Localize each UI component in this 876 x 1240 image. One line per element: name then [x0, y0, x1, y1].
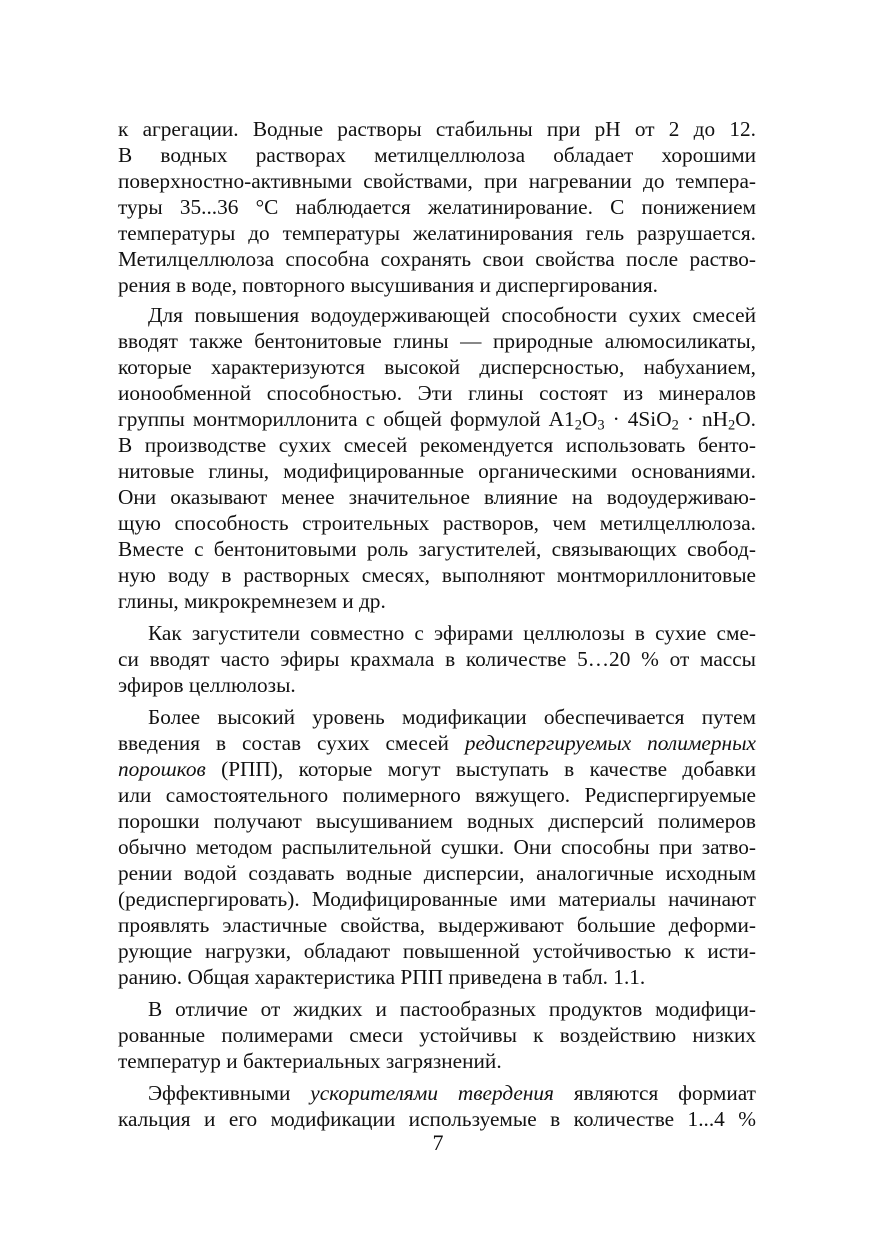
text-line: Более высокий уровень модификации обеспечивается путем [148, 705, 756, 729]
text-line: эфиров целлюлозы. [118, 673, 296, 697]
text-line: В производстве сухих смесей рекомендуется использовать бенто- [118, 433, 756, 457]
text-line: ную воду в растворных смесях, выполняют монтмориллонитовые [118, 563, 756, 587]
text-line: рованные полимерами смеси устойчивы к воздействию низких [118, 1023, 756, 1047]
text-line: В отличие от жидких и пастообразных продуктов модифици- [148, 997, 756, 1021]
paragraph-thickeners [118, 620, 756, 698]
text-line: Вместе с бентонитовыми роль загустителей, связывающих свобод- [118, 537, 756, 561]
text-line: температур и бактериальных загрязнений. [118, 1049, 502, 1073]
text-line: к агрегации. Водные растворы стабильны при рН от 2 до 12. [118, 117, 756, 141]
text-line: Как загустители совместно с эфирами целлюлозы в сухие сме- [148, 621, 756, 645]
text-line: рении водой создавать водные дисперсии, аналогичные исходным [118, 861, 756, 885]
text-line: глины, микрокремнезем и др. [118, 589, 386, 613]
italic-term: порошков [118, 757, 206, 781]
body-text [118, 116, 756, 1138]
italic-term: редиспергируемых полимерных [464, 731, 756, 755]
text-line: туры 35...36 °С наблюдается желатинирование. С понижением [118, 195, 756, 219]
text-line: Они оказывают менее значительное влияние на водоудерживаю- [118, 485, 756, 509]
paragraph-rpp [118, 704, 756, 990]
text-line: введения в состав сухих смесей редиспергируемых полимерных [118, 731, 756, 755]
paragraph-accelerators [118, 1080, 756, 1132]
paragraph-gelation [118, 116, 756, 298]
subscript: 2 [671, 417, 679, 434]
text-line-formula: группы монтмориллонита с общей формулой $А1_2О_3 \cdot 4SiO_2 \cdot nH_2O$. [118, 407, 756, 434]
text-line: щую способность строительных растворов, чем метилцеллюлоза. [118, 511, 756, 535]
text-line: или самостоятельного полимерного вяжущего. Редиспергируемые [118, 783, 756, 807]
text-line: (редиспергировать). Модифицированные ими материалы начинают [118, 887, 756, 911]
text-line: которые характеризуются высокой дисперсностью, набуханием, [118, 355, 756, 379]
text-line: проявлять эластичные свойства, выдерживают большие деформи- [118, 913, 756, 937]
text-line: вводят также бентонитовые глины — природные алюмосиликаты, [118, 329, 756, 353]
italic-term: ускорителями твердения [310, 1081, 554, 1105]
page-number: 7 [432, 1130, 444, 1155]
text-line: Для повышения водоудерживающей способности сухих смесей [148, 303, 756, 327]
text-line: температуры до температуры желатинирования гель разрушается. [118, 221, 756, 245]
text-line: обычно методом распылительной сушки. Они способны при затво- [118, 835, 756, 859]
paragraph-bentonite [118, 302, 756, 614]
text-line: нитовые глины, модифицированные органическими основаниями. [118, 459, 756, 483]
paragraph-resistance [118, 996, 756, 1074]
text-line: рения в воде, повторного высушивания и диспергирования. [118, 273, 658, 297]
text-line: Метилцеллюлоза способна сохранять свои свойства после раство- [118, 247, 756, 271]
subscript: 2 [574, 417, 582, 434]
subscript: 3 [597, 417, 605, 434]
text-line: ранию. Общая характеристика РПП приведена в табл. 1.1. [118, 965, 646, 989]
text-line: поверхностно-активными свойствами, при нагревании до темпера- [118, 169, 756, 193]
text-line: Эффективными ускорителями твердения являются формиат [148, 1081, 756, 1105]
text-line: порошки получают высушиванием водных дисперсий полимеров [118, 809, 756, 833]
text-line: рующие нагрузки, обладают повышенной устойчивостью к исти- [118, 939, 756, 963]
text-line: кальция и его модификации используемые в количестве 1...4 % [118, 1107, 756, 1131]
text-line: порошков (РПП), которые могут выступать в качестве добавки [118, 757, 756, 781]
text-line: В водных растворах метилцеллюлоза обладает хорошими [118, 143, 756, 167]
text-line: си вводят часто эфиры крахмала в количестве 5…20 % от массы [118, 647, 756, 671]
text-line: ионообменной способностью. Эти глины состоят из минералов [118, 381, 756, 405]
subscript: 2 [728, 417, 736, 434]
